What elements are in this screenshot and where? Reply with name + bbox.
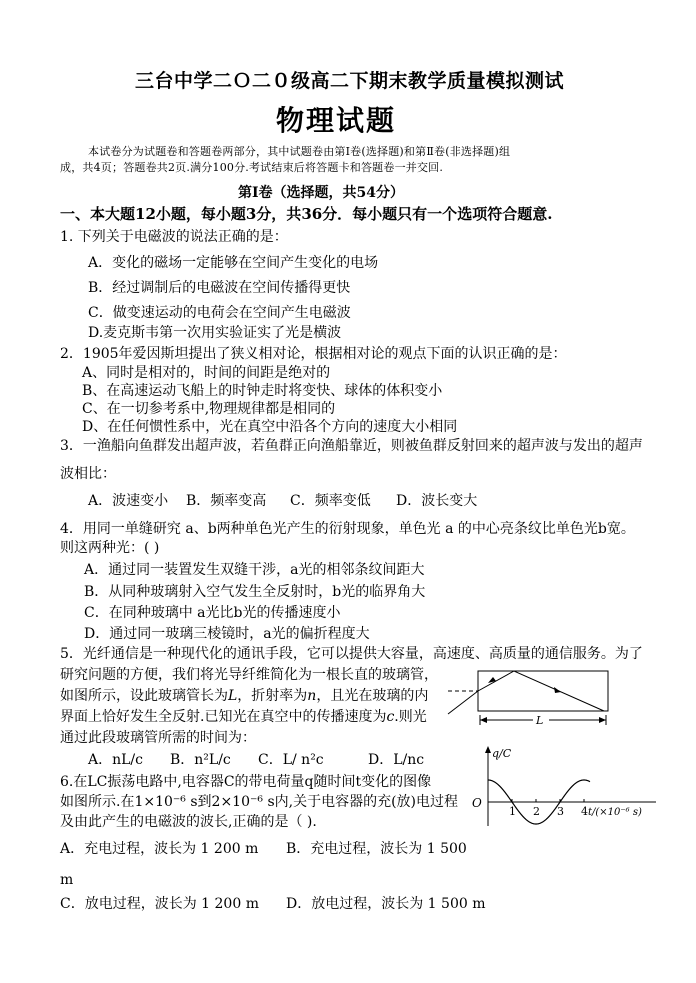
q5-line-1: 5．光纤通信是一种现代化的通讯手段，它可以提供大容量，高速度、高质量的通信服务。为了: [60, 646, 643, 662]
q5-option-d: D．L/nc: [368, 752, 425, 768]
q5-line-3-post: ，且光在玻璃的内: [316, 688, 429, 704]
q4-stem-line-2: 则这两种光：( ): [60, 540, 160, 556]
length-label: L: [536, 714, 544, 727]
q2-option-d: D、在任何惯性系中，光在真空中沿各个方向的速度大小相同: [82, 419, 458, 435]
q5-line-4-post: .则光: [394, 709, 427, 725]
q6-line-3: 及由此产生的电磁波的波长,正确的是（ ).: [60, 814, 317, 830]
q1-option-a: A．变化的磁场一定能够在空间产生变化的电场: [88, 255, 379, 271]
q5-var-length: L: [228, 688, 238, 704]
q6-option-b-line-2: m: [60, 872, 74, 888]
ray-arrow-2: [554, 687, 561, 693]
fiber-figure: [444, 664, 620, 734]
chart-x-label: t/(×10⁻⁶ s): [588, 807, 642, 818]
q4-option-d: D．通过同一玻璃三棱镜时，a光的偏折程度大: [84, 626, 370, 642]
section-heading: 一、本大题12小题，每小题3分，共36分．每小题只有一个选项符合题意.: [60, 205, 553, 223]
chart-y-arrow: [485, 746, 491, 753]
q1-stem: 1. 下列关于电磁波的说法正确的是：: [60, 229, 288, 245]
q5-option-c: C．L/ n²c: [258, 752, 324, 768]
q1-option-c: C．做变速运动的电荷会在空间产生电磁波: [88, 305, 351, 321]
q1-option-d: D.麦克斯韦第一次用实验证实了光是横波: [88, 325, 342, 341]
chart-origin-label: O: [472, 796, 482, 810]
q5-line-5: 通过此段玻璃管所需的时间为：: [60, 730, 256, 746]
q5-option-b: B．n²L/c: [170, 752, 231, 768]
length-arrow-left: [480, 717, 487, 723]
q6-option-a: A．充电过程，波长为 1 200 m: [60, 841, 259, 857]
chart-x-tick-label-2: 2: [533, 805, 540, 818]
q5-var-speed: c: [386, 709, 395, 725]
chart-x-tick-label-4: 4: [581, 805, 588, 818]
q3-option-c: C．频率变低: [290, 493, 371, 509]
intro-line-1: 本试卷分为试题卷和答题卷两部分，其中试题卷由第Ⅰ卷(选择题)和第Ⅱ卷(非选择题)组: [88, 145, 511, 158]
q5-option-a: A．nL/c: [88, 752, 143, 768]
q5-line-3-mid: ，折射率为: [237, 688, 308, 704]
intro-line-2: 成，共4页；答题卷共2页.满分100分.考试结束后将答题卡和答题卷一并交回.: [60, 161, 444, 174]
q6-option-d: D．放电过程，波长为 1 500 m: [286, 896, 486, 912]
subject-title: 物理试题: [276, 104, 397, 137]
q4-stem-line-1: 4．用同一单缝研究 a、b两种单色光产生的衍射现象，单色光 a 的中心亮条纹比单色光b宽。: [60, 521, 635, 537]
q5-line-3-pre: 如图所示，设此玻璃管长为: [60, 688, 228, 704]
light-ray: [448, 671, 604, 714]
q2-option-a: A、同时是相对的，时间的间距是绝对的: [82, 365, 331, 381]
q6-line-1: 6.在LC振荡电路中,电容器C的带电荷量q随时间t变化的图像: [60, 774, 432, 790]
q2-stem: 2．1905年爱因斯坦提出了狭义相对论，根据相对论的观点下面的认识正确的是：: [60, 346, 567, 362]
q4-option-a: A．通过同一装置发生双缝干涉，a光的相邻条纹间距大: [84, 562, 425, 578]
q3-option-d: D．波长变大: [396, 493, 478, 509]
q3-stem-line-1: 3．一渔船向鱼群发出超声波，若鱼群正向渔船靠近，则被鱼群反射回来的超声波与发出的超声: [60, 438, 643, 454]
q3-option-a: A．波速变小: [88, 493, 169, 509]
length-arrow-right: [599, 717, 606, 723]
q2-option-b: B、在高速运动飞船上的时钟走时将变快、球体的体积变小: [82, 383, 443, 399]
chart-y-label: q/C: [492, 747, 512, 760]
q6-option-b-line-1: B．充电过程，波长为 1 500: [286, 841, 467, 857]
part1-title: 第Ⅰ卷（选择题，共54分）: [238, 185, 405, 201]
chart-x-tick-label-1: 1: [509, 805, 516, 818]
q3-option-b: B．频率变高: [186, 493, 267, 509]
school-title: 三台中学二Ｏ二０级高二下期末教学质量模拟测试: [135, 70, 565, 92]
q4-option-c: C．在同种玻璃中 a光比b光的传播速度小: [84, 605, 341, 621]
q5-line-4: [60, 708, 427, 726]
q4-option-b: B．从同种玻璃射入空气发生全反射时，b光的临界角大: [84, 584, 426, 600]
q5-var-index: n: [307, 688, 317, 704]
q5-line-2: 研究问题的方便，我们将光导纤维简化为一根长直的玻璃管，: [60, 667, 438, 683]
q6-line-2: 如图所示.在1×10⁻⁶ s到2×10⁻⁶ s内,关于电容器的充(放)电过程: [60, 794, 459, 810]
q3-stem-line-2: 波相比：: [60, 466, 116, 482]
q5-line-3: [60, 687, 428, 705]
q5-line-4-pre: 界面上恰好发生全反射.已知光在真空中的传播速度为: [60, 709, 387, 725]
glass-tube: [478, 671, 608, 711]
q2-option-c: C、在一切参考系中,物理规律都是相同的: [82, 401, 336, 417]
q-t-chart: [462, 742, 662, 832]
chart-x-tick-label-3: 3: [557, 805, 564, 818]
q1-option-b: B．经过调制后的电磁波在空间传播得更快: [88, 280, 351, 296]
q6-option-c: C．放电过程，波长为 1 200 m: [60, 896, 259, 912]
